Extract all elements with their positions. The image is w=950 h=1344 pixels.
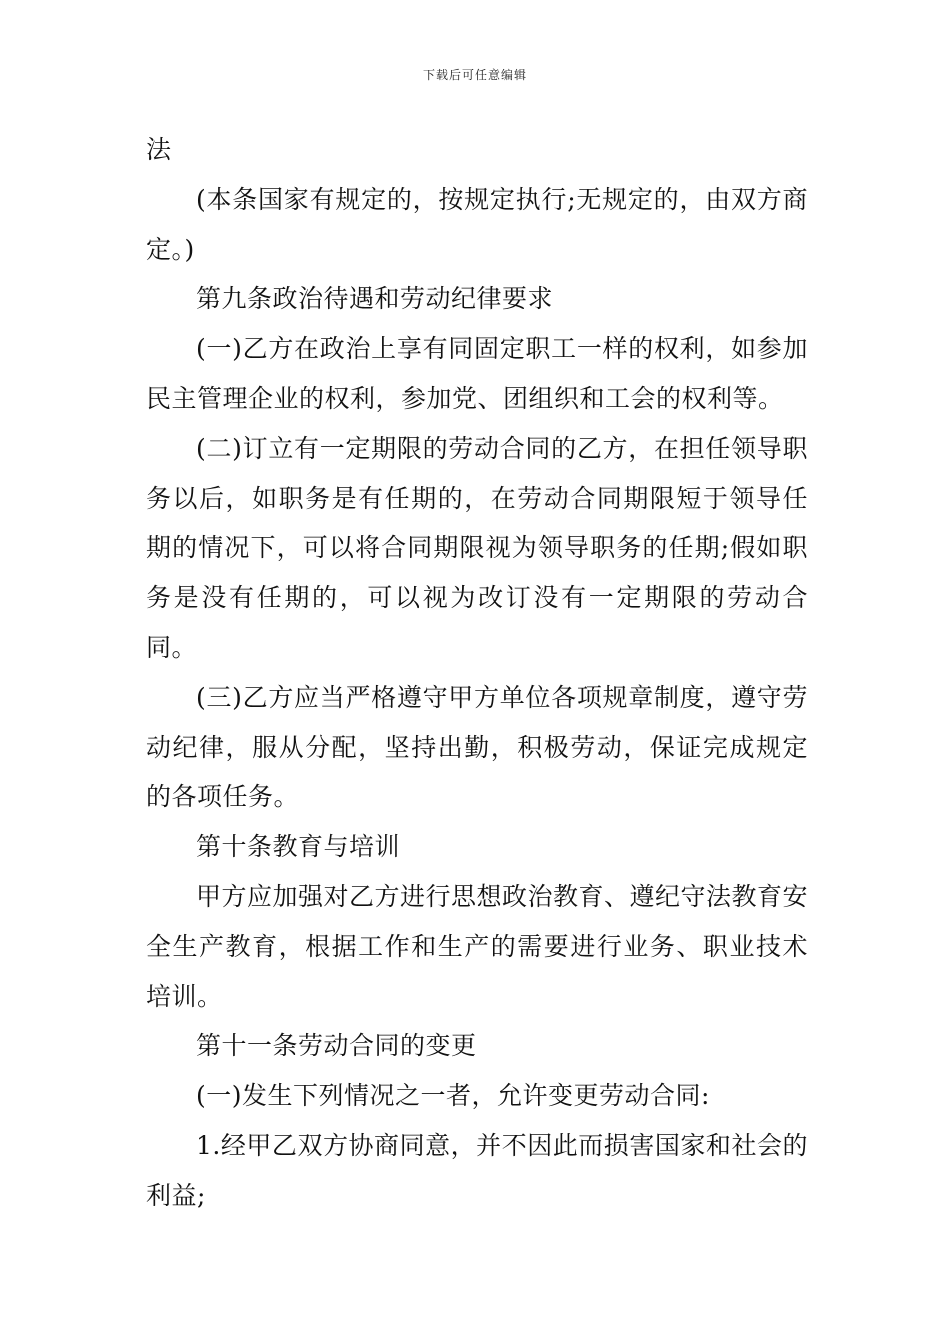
article-11-clause-1: (一)发生下列情况之一者，允许变更劳动合同: <box>196 1081 710 1111</box>
document-body <box>146 125 808 1221</box>
article-9-heading: 第九条政治待遇和劳动纪律要求 <box>196 284 554 314</box>
page-header: 下载后可任意编辑 <box>422 68 527 82</box>
article-11-item-1: 1.经甲乙双方协商同意，并不因此而损害国家和社会的利益; <box>146 1130 808 1210</box>
paragraph-continuation: 法 <box>146 135 172 164</box>
article-10-body: 甲方应加强对乙方进行思想政治教育、遵纪守法教育安全生产教育，根据工作和生产的需要进行业务、职业技术培训。 <box>146 881 809 1011</box>
article-11-heading: 第十一条劳动合同的变更 <box>196 1031 477 1061</box>
article-10-heading: 第十条教育与培训 <box>196 832 401 862</box>
paragraph-note: (本条国家有规定的，按规定执行;无规定的，由双方商定。) <box>146 184 808 264</box>
article-9-clause-2: (二)订立有一定期限的劳动合同的乙方，在担任领导职务以后，如职务是有任期的，在劳动合同期限短于领导任期的情况下，可以将合同期限视为领导职务的任期;假如职务是没有任期的，可以视为改订没有一定期限的劳动合同。 <box>146 433 808 662</box>
article-9-clause-3: (三)乙方应当严格遵守甲方单位各项规章制度，遵守劳动纪律，服从分配，坚持出勤，积极劳动，保证完成规定的各项任务。 <box>146 682 808 812</box>
article-9-clause-1: (一)乙方在政治上享有同固定职工一样的权利，如参加民主管理企业的权利，参加党、团组织和工会的权利等。 <box>146 334 808 413</box>
